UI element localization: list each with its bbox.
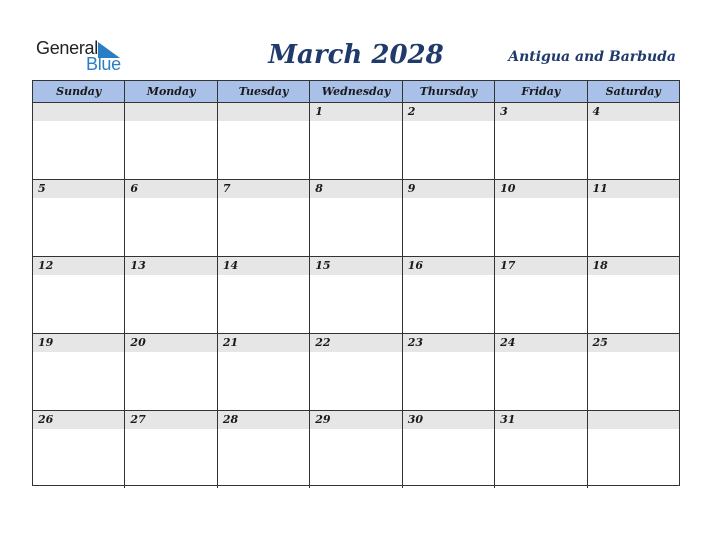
day-number: 7 — [222, 182, 231, 195]
day-cell[interactable] — [588, 334, 679, 410]
day-number: 19 — [38, 336, 54, 349]
day-cell[interactable] — [218, 334, 310, 410]
logo-text-blue: Blue — [86, 54, 121, 74]
day-number: 1 — [315, 105, 323, 118]
day-number: 5 — [38, 182, 46, 195]
weekday-sunday: Sunday — [33, 81, 125, 102]
day-cell[interactable] — [588, 103, 679, 179]
day-cell[interactable] — [125, 334, 217, 410]
day-cell[interactable] — [495, 257, 587, 333]
day-header-strip — [125, 180, 216, 198]
day-cell[interactable] — [125, 103, 217, 179]
day-number: 12 — [38, 259, 54, 272]
day-cell[interactable] — [125, 180, 217, 256]
day-header-strip — [403, 180, 494, 198]
weekday-monday: Monday — [125, 81, 217, 102]
logo-text-general: General — [36, 38, 98, 58]
day-cell[interactable] — [403, 411, 495, 488]
calendar-grid — [32, 80, 680, 486]
weekday-thursday: Thursday — [403, 81, 495, 102]
day-number: 22 — [315, 336, 331, 349]
day-number: 30 — [407, 413, 423, 426]
day-number: 3 — [500, 105, 508, 118]
day-header-strip — [588, 411, 679, 429]
day-cell[interactable] — [310, 257, 402, 333]
day-cell[interactable] — [588, 411, 679, 488]
week-row — [33, 257, 679, 334]
day-cell[interactable] — [33, 411, 125, 488]
day-cell[interactable] — [495, 334, 587, 410]
weekday-wednesday: Wednesday — [310, 81, 402, 102]
day-number: 14 — [222, 259, 239, 272]
day-header-strip — [125, 103, 216, 121]
day-cell[interactable] — [403, 180, 495, 256]
day-header-strip — [310, 103, 401, 121]
day-number: 27 — [130, 413, 146, 426]
day-cell[interactable] — [310, 334, 402, 410]
day-cell[interactable] — [218, 180, 310, 256]
day-number: 25 — [592, 336, 608, 349]
day-number: 11 — [592, 182, 608, 195]
day-number: 9 — [407, 182, 416, 195]
week-row — [33, 180, 679, 257]
day-cell[interactable] — [588, 257, 679, 333]
day-number: 23 — [407, 336, 423, 349]
day-number: 26 — [38, 413, 54, 426]
day-header-strip — [218, 180, 309, 198]
day-cell[interactable] — [588, 180, 679, 256]
day-number: 17 — [500, 259, 516, 272]
calendar-title: March 2028 — [268, 40, 444, 70]
day-cell[interactable] — [218, 411, 310, 488]
day-cell[interactable] — [218, 103, 310, 179]
day-number: 20 — [130, 336, 146, 349]
day-header-strip — [495, 103, 586, 121]
day-number: 31 — [500, 413, 516, 426]
day-number: 24 — [500, 336, 516, 349]
weekday-friday: Friday — [495, 81, 587, 102]
week-row — [33, 411, 679, 488]
day-number: 18 — [592, 259, 608, 272]
day-header-strip — [588, 103, 679, 121]
day-header-strip — [403, 103, 494, 121]
day-cell[interactable] — [403, 334, 495, 410]
day-number: 6 — [130, 182, 139, 195]
day-number: 10 — [500, 182, 516, 195]
day-cell[interactable] — [495, 411, 587, 488]
day-number: 13 — [130, 259, 146, 272]
day-number: 16 — [407, 259, 423, 272]
weekday-header-row — [33, 81, 679, 103]
day-cell[interactable] — [310, 103, 402, 179]
day-cell[interactable] — [33, 334, 125, 410]
day-header-strip — [33, 180, 124, 198]
day-header-strip — [310, 180, 401, 198]
day-number: 2 — [407, 105, 416, 118]
day-number: 21 — [222, 336, 239, 349]
day-cell[interactable] — [125, 257, 217, 333]
day-header-strip — [33, 103, 124, 121]
day-cell[interactable] — [33, 180, 125, 256]
day-number: 8 — [315, 182, 323, 195]
day-number: 4 — [592, 105, 601, 118]
day-cell[interactable] — [403, 103, 495, 179]
day-cell[interactable] — [33, 257, 125, 333]
day-number: 15 — [315, 259, 331, 272]
day-cell[interactable] — [403, 257, 495, 333]
day-cell[interactable] — [310, 411, 402, 488]
day-number: 28 — [222, 413, 239, 426]
week-row — [33, 103, 679, 180]
weekday-tuesday: Tuesday — [218, 81, 310, 102]
day-cell[interactable] — [495, 103, 587, 179]
country-label: Antigua and Barbuda — [508, 49, 676, 65]
day-header-strip — [218, 103, 309, 121]
day-cell[interactable] — [218, 257, 310, 333]
weekday-saturday: Saturday — [605, 85, 661, 98]
day-cell[interactable] — [495, 180, 587, 256]
day-number: 29 — [315, 413, 331, 426]
day-cell[interactable] — [33, 103, 125, 179]
day-cell[interactable] — [125, 411, 217, 488]
week-row — [33, 334, 679, 411]
day-cell[interactable] — [310, 180, 402, 256]
